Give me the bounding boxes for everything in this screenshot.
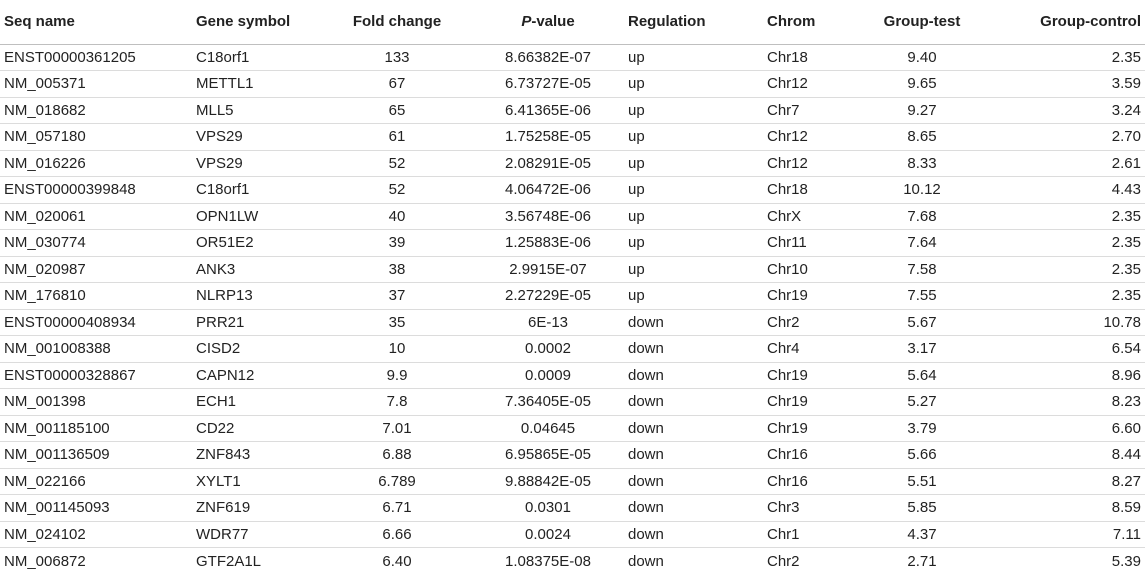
cell-group-control: 7.11 [1112, 525, 1141, 543]
cell-fold-change: 133 [384, 48, 410, 66]
cell-chrom: ChrX [767, 207, 802, 225]
cell-seq-name: NM_020987 [4, 260, 86, 278]
cell-group-control: 2.61 [1111, 154, 1141, 172]
cell-chrom: Chr19 [767, 419, 808, 437]
cell-p-value: 0.0024 [525, 525, 571, 543]
cell-group-test: 7.68 [907, 207, 937, 225]
cell-regulation: up [628, 207, 645, 225]
cell-regulation: up [628, 181, 645, 199]
cell-fold-change: 65 [388, 101, 406, 119]
cell-chrom: Chr16 [767, 472, 808, 490]
cell-seq-name: NM_001185100 [4, 419, 110, 437]
cell-gene-symbol: CD22 [196, 419, 235, 437]
table-row [0, 177, 1145, 204]
cell-fold-change: 7.01 [382, 419, 412, 437]
cell-seq-name: NM_020061 [4, 207, 86, 225]
cell-regulation: down [628, 366, 664, 384]
cell-seq-name: NM_022166 [4, 472, 86, 490]
cell-gene-symbol: CAPN12 [196, 366, 255, 384]
cell-group-test: 5.85 [907, 499, 937, 517]
cell-p-value: 4.06472E-06 [505, 181, 591, 199]
cell-chrom: Chr19 [767, 287, 808, 305]
cell-fold-change: 37 [388, 287, 406, 305]
cell-p-value: 6E-13 [527, 313, 569, 331]
table-row [0, 495, 1145, 522]
cell-seq-name: NM_005371 [4, 75, 86, 93]
cell-seq-name: NM_176810 [4, 287, 86, 305]
cell-seq-name: NM_030774 [4, 234, 86, 252]
table-row [0, 389, 1145, 416]
cell-group-control: 8.96 [1111, 366, 1141, 384]
cell-group-control: 8.23 [1111, 393, 1141, 411]
cell-regulation: down [628, 419, 664, 437]
cell-chrom: Chr1 [767, 525, 800, 543]
cell-fold-change: 6.789 [378, 472, 416, 490]
cell-p-value: 3.56748E-06 [505, 207, 591, 225]
cell-seq-name: NM_016226 [4, 154, 86, 172]
cell-group-test: 9.40 [907, 48, 937, 66]
cell-fold-change: 40 [388, 207, 406, 225]
cell-group-control: 6.54 [1111, 340, 1141, 358]
cell-group-control: 6.60 [1111, 419, 1141, 437]
table-row [0, 124, 1145, 151]
table-row [0, 442, 1145, 469]
cell-group-test: 5.27 [907, 393, 937, 411]
cell-group-test: 8.65 [907, 128, 937, 146]
cell-gene-symbol: C18orf1 [196, 48, 250, 66]
cell-chrom: Chr18 [767, 181, 808, 199]
header-regulation: Regulation [628, 13, 706, 31]
cell-gene-symbol: C18orf1 [196, 181, 250, 199]
cell-chrom: Chr18 [767, 48, 808, 66]
cell-gene-symbol: OR51E2 [196, 234, 254, 252]
cell-p-value: 0.0002 [525, 340, 571, 358]
table-row [0, 415, 1145, 442]
header-gene-symbol: Gene symbol [196, 13, 291, 31]
cell-p-value: 1.08375E-08 [505, 552, 591, 570]
cell-group-control: 2.70 [1111, 128, 1141, 146]
cell-regulation: down [628, 340, 664, 358]
cell-chrom: Chr16 [767, 446, 808, 464]
cell-regulation: up [628, 260, 645, 278]
cell-seq-name: NM_001136509 [4, 446, 110, 464]
cell-gene-symbol: ECH1 [196, 393, 237, 411]
cell-p-value: 1.75258E-05 [505, 128, 591, 146]
table-header-row [0, 0, 1145, 44]
cell-regulation: up [628, 234, 645, 252]
cell-seq-name: ENST00000399848 [4, 181, 136, 199]
cell-regulation: up [628, 287, 645, 305]
cell-fold-change: 38 [388, 260, 406, 278]
cell-fold-change: 35 [388, 313, 406, 331]
cell-gene-symbol: XYLT1 [196, 472, 241, 490]
cell-group-control: 8.27 [1111, 472, 1141, 490]
cell-gene-symbol: ZNF619 [196, 499, 251, 517]
cell-fold-change: 9.9 [386, 366, 408, 384]
cell-seq-name: NM_001398 [4, 393, 86, 411]
table-row [0, 203, 1145, 230]
cell-gene-symbol: ZNF843 [196, 446, 251, 464]
table-row [0, 97, 1145, 124]
cell-fold-change: 61 [388, 128, 406, 146]
cell-fold-change: 6.71 [382, 499, 412, 517]
cell-group-control: 5.39 [1111, 552, 1141, 570]
cell-regulation: down [628, 525, 664, 543]
cell-fold-change: 67 [388, 75, 406, 93]
table-row [0, 230, 1145, 257]
cell-group-test: 5.51 [907, 472, 937, 490]
cell-regulation: up [628, 75, 645, 93]
cell-seq-name: NM_001145093 [4, 499, 110, 517]
cell-p-value: 7.36405E-05 [505, 393, 591, 411]
cell-gene-symbol: CISD2 [196, 340, 241, 358]
cell-chrom: Chr4 [767, 340, 800, 358]
cell-regulation: down [628, 313, 664, 331]
cell-p-value: 6.73727E-05 [505, 75, 591, 93]
header-chrom: Chrom [767, 13, 816, 31]
cell-group-test: 10.12 [903, 181, 941, 199]
table-row [0, 150, 1145, 177]
cell-seq-name: NM_001008388 [4, 340, 111, 358]
cell-chrom: Chr2 [767, 313, 800, 331]
cell-group-control: 8.44 [1111, 446, 1141, 464]
cell-chrom: Chr12 [767, 154, 808, 172]
table-row [0, 521, 1145, 548]
cell-group-control: 2.35 [1111, 287, 1141, 305]
cell-group-control: 8.59 [1111, 499, 1141, 517]
table-row [0, 44, 1145, 71]
cell-group-control: 2.35 [1111, 207, 1141, 225]
cell-group-test: 7.55 [907, 287, 937, 305]
cell-p-value: 9.88842E-05 [505, 472, 591, 490]
cell-group-test: 3.79 [907, 419, 937, 437]
cell-group-test: 9.27 [907, 101, 937, 119]
table-row [0, 362, 1145, 389]
cell-group-control: 3.24 [1111, 101, 1141, 119]
cell-chrom: Chr2 [767, 552, 800, 570]
cell-chrom: Chr19 [767, 366, 808, 384]
cell-fold-change: 6.66 [382, 525, 412, 543]
cell-regulation: down [628, 472, 664, 490]
cell-p-value: 1.25883E-06 [505, 234, 591, 252]
cell-gene-symbol: GTF2A1L [196, 552, 262, 570]
cell-regulation: down [628, 499, 664, 517]
table-body [0, 44, 1145, 574]
cell-regulation: down [628, 552, 664, 570]
cell-group-control: 4.43 [1111, 181, 1141, 199]
cell-seq-name: NM_018682 [4, 101, 86, 119]
header-fold-change: Fold change [352, 13, 442, 31]
cell-p-value: 0.04645 [520, 419, 576, 437]
header-seq-name: Seq name [4, 13, 75, 31]
cell-p-value: 8.66382E-07 [505, 48, 591, 66]
cell-seq-name: ENST00000408934 [4, 313, 136, 331]
cell-group-test: 2.71 [907, 552, 937, 570]
cell-gene-symbol: WDR77 [196, 525, 249, 543]
cell-group-test: 5.66 [907, 446, 937, 464]
cell-gene-symbol: MLL5 [196, 101, 234, 119]
cell-gene-symbol: PRR21 [196, 313, 245, 331]
cell-group-control: 10.78 [1103, 313, 1141, 331]
table-row [0, 71, 1145, 98]
cell-group-control: 2.35 [1111, 48, 1141, 66]
header-p-value-italic: P [521, 13, 532, 31]
cell-group-test: 4.37 [907, 525, 937, 543]
cell-fold-change: 10 [388, 340, 406, 358]
cell-seq-name: NM_006872 [4, 552, 86, 570]
cell-chrom: Chr3 [767, 499, 800, 517]
cell-group-control: 3.59 [1111, 75, 1141, 93]
cell-group-test: 8.33 [907, 154, 937, 172]
cell-group-test: 9.65 [907, 75, 937, 93]
cell-regulation: up [628, 48, 645, 66]
cell-chrom: Chr19 [767, 393, 808, 411]
table-row [0, 256, 1145, 283]
header-group-test: Group-test [883, 13, 961, 31]
cell-seq-name: NM_057180 [4, 128, 86, 146]
cell-p-value: 6.95865E-05 [505, 446, 591, 464]
cell-gene-symbol: VPS29 [196, 128, 243, 146]
table-row [0, 336, 1145, 363]
cell-fold-change: 52 [388, 154, 406, 172]
cell-p-value: 2.9915E-07 [509, 260, 587, 278]
cell-p-value: 2.27229E-05 [505, 287, 591, 305]
cell-chrom: Chr7 [767, 101, 800, 119]
cell-regulation: down [628, 393, 664, 411]
cell-chrom: Chr12 [767, 128, 808, 146]
table-row [0, 283, 1145, 310]
cell-fold-change: 6.40 [382, 552, 412, 570]
header-p-value [468, 0, 628, 44]
cell-gene-symbol: ANK3 [196, 260, 236, 278]
cell-group-test: 5.64 [907, 366, 937, 384]
cell-fold-change: 7.8 [386, 393, 408, 411]
cell-gene-symbol: OPN1LW [196, 207, 259, 225]
cell-regulation: down [628, 446, 664, 464]
cell-chrom: Chr10 [767, 260, 808, 278]
table-row [0, 309, 1145, 336]
cell-fold-change: 52 [388, 181, 406, 199]
cell-p-value: 6.41365E-06 [505, 101, 591, 119]
cell-group-control: 2.35 [1111, 234, 1141, 252]
table-row [0, 468, 1145, 495]
cell-regulation: up [628, 128, 645, 146]
cell-chrom: Chr11 [767, 234, 807, 252]
table-row [0, 548, 1145, 575]
header-p-value-rest: -value [531, 13, 575, 31]
cell-regulation: up [628, 154, 645, 172]
cell-regulation: up [628, 101, 645, 119]
cell-group-control: 2.35 [1111, 260, 1141, 278]
cell-group-test: 5.67 [907, 313, 937, 331]
cell-group-test: 7.64 [907, 234, 937, 252]
cell-chrom: Chr12 [767, 75, 808, 93]
cell-p-value: 0.0301 [525, 499, 571, 517]
cell-fold-change: 39 [388, 234, 406, 252]
header-group-control: Group-control [1040, 13, 1141, 31]
cell-p-value: 0.0009 [525, 366, 571, 384]
cell-seq-name: ENST00000361205 [4, 48, 136, 66]
cell-fold-change: 6.88 [382, 446, 412, 464]
cell-seq-name: NM_024102 [4, 525, 86, 543]
cell-group-test: 7.58 [907, 260, 937, 278]
cell-gene-symbol: METTL1 [196, 75, 254, 93]
cell-group-test: 3.17 [907, 340, 937, 358]
cell-seq-name: ENST00000328867 [4, 366, 136, 384]
cell-gene-symbol: VPS29 [196, 154, 243, 172]
cell-gene-symbol: NLRP13 [196, 287, 253, 305]
cell-p-value: 2.08291E-05 [505, 154, 591, 172]
